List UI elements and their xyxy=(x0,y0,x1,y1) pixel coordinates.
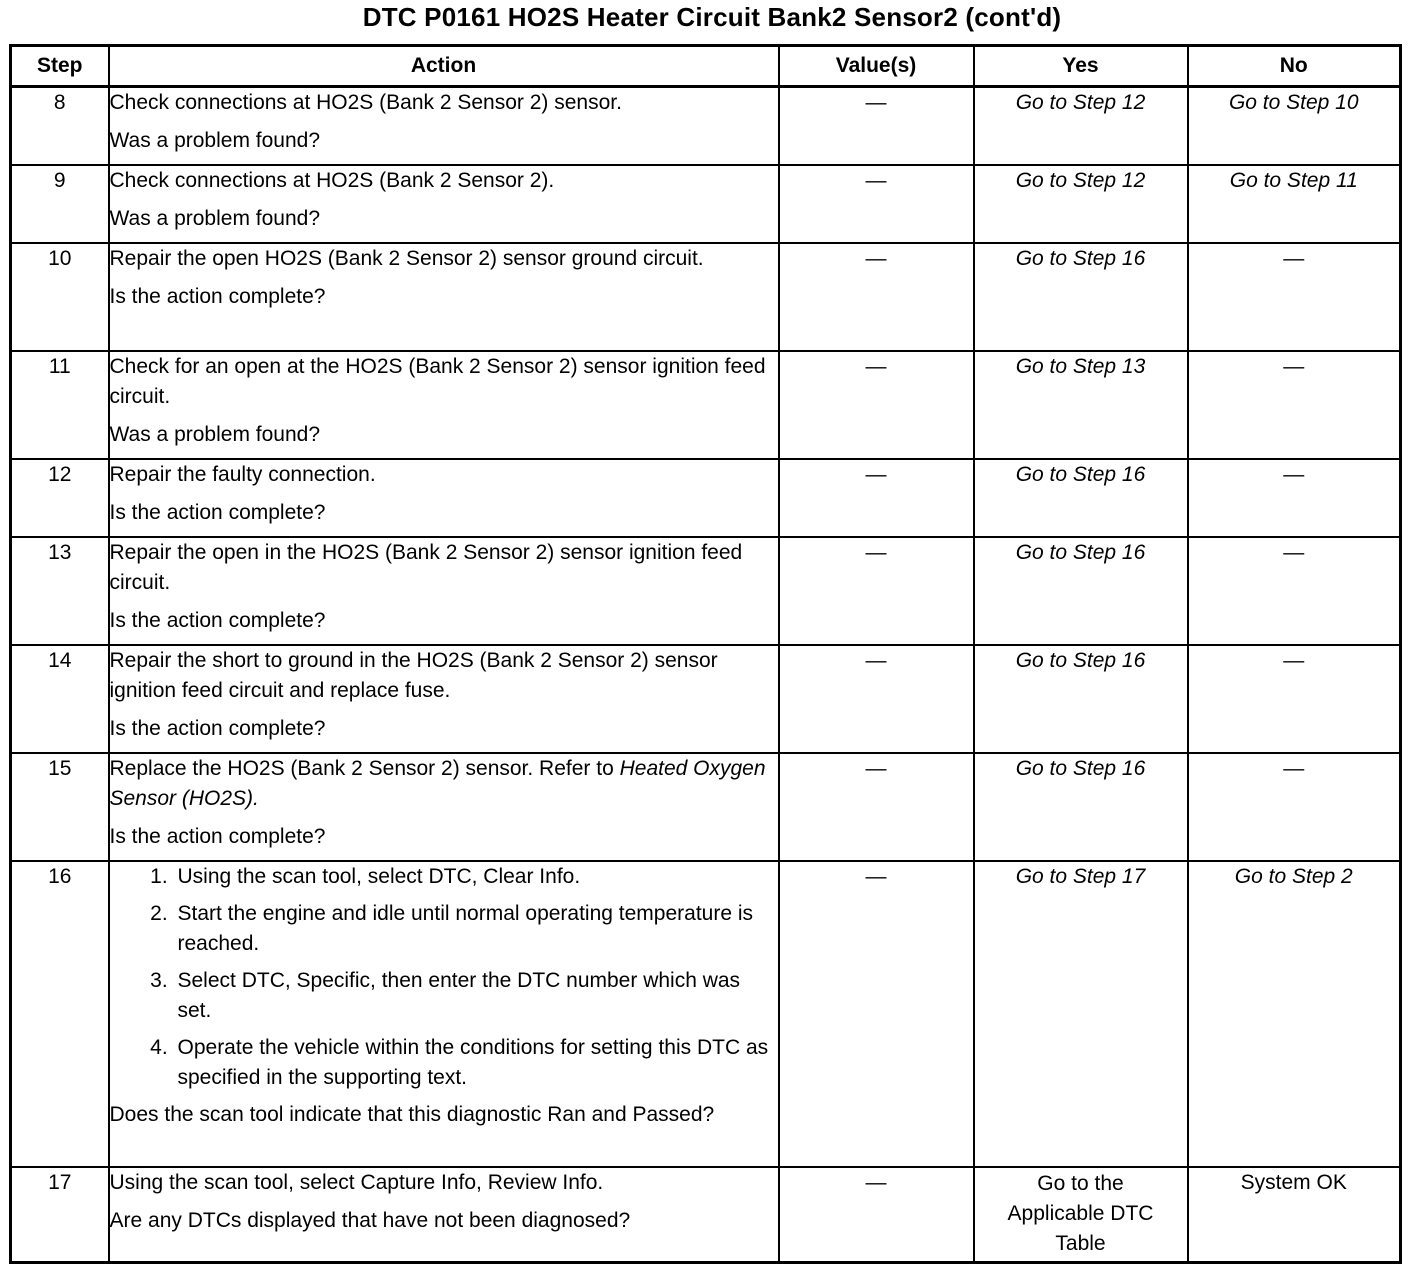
yes-cell: Go to Step 12 xyxy=(974,87,1188,165)
diagnostic-table xyxy=(9,44,1402,1264)
step-number: 9 xyxy=(11,165,109,243)
action-cell xyxy=(109,861,779,1167)
yes-cell: Go to Step 17 xyxy=(974,861,1188,1167)
header-value: Value(s) xyxy=(779,46,974,87)
value-cell: — xyxy=(779,459,974,537)
table-row xyxy=(11,165,1401,243)
header-no: No xyxy=(1188,46,1401,87)
action-cell xyxy=(109,243,779,351)
yes-cell: Go to Step 12 xyxy=(974,165,1188,243)
table-row xyxy=(11,351,1401,459)
substep-item: 3. Select DTC, Specific, then enter the DTC number which was set. xyxy=(174,966,778,1026)
substep-item: 1. Using the scan tool, select DTC, Clear Info. xyxy=(174,862,778,892)
step-number: 15 xyxy=(11,753,109,861)
table-row xyxy=(11,645,1401,753)
header-action: Action xyxy=(109,46,779,87)
no-cell: — xyxy=(1188,459,1401,537)
step-number: 10 xyxy=(11,243,109,351)
value-cell: — xyxy=(779,165,974,243)
yes-cell: Go to Step 13 xyxy=(974,351,1188,459)
action-question: Was a problem found? xyxy=(109,129,321,152)
no-cell: — xyxy=(1188,243,1401,351)
value-cell: — xyxy=(779,1167,974,1263)
action-question: Is the action complete? xyxy=(109,608,326,632)
substep-item: 2. Start the engine and idle until normal operating temperature is reached. xyxy=(174,899,778,959)
action-cell xyxy=(109,351,779,459)
step-number: 13 xyxy=(11,537,109,645)
value-cell: — xyxy=(779,645,974,753)
action-cell xyxy=(109,165,779,243)
action-question: Is the action complete? xyxy=(109,500,326,524)
action-question: Are any DTCs displayed that have not been diagnosed? xyxy=(109,1208,631,1232)
action-text: Check for an open at the HO2S (Bank 2 Sensor 2) sensor ignition feed circuit. xyxy=(109,354,766,408)
action-cell xyxy=(109,645,779,753)
substep-list xyxy=(110,862,778,1093)
table-row xyxy=(11,1167,1401,1263)
value-cell: — xyxy=(779,351,974,459)
table-row xyxy=(11,87,1401,165)
table-row xyxy=(11,861,1401,1167)
action-cell xyxy=(109,753,779,861)
action-question: Was a problem found? xyxy=(109,206,321,230)
table-row xyxy=(11,243,1401,351)
yes-cell: Go to Step 16 xyxy=(974,243,1188,351)
value-cell: — xyxy=(779,537,974,645)
table-header-row xyxy=(11,46,1401,87)
header-yes: Yes xyxy=(974,46,1188,87)
action-text: Check connections at HO2S (Bank 2 Sensor 2). xyxy=(109,168,555,192)
step-number: 12 xyxy=(11,459,109,537)
no-cell: Go to Step 10 xyxy=(1188,87,1401,165)
action-question: Does the scan tool indicate that this diagnostic Ran and Passed? xyxy=(109,1102,715,1126)
action-text-main: Replace the HO2S (Bank 2 Sensor 2) sensor. Refer to xyxy=(109,756,614,780)
no-cell: System OK xyxy=(1188,1167,1401,1263)
value-cell: — xyxy=(779,861,974,1167)
value-cell: — xyxy=(779,753,974,861)
action-text: Repair the faulty connection. xyxy=(109,462,376,486)
action-text: Repair the open in the HO2S (Bank 2 Sensor 2) sensor ignition feed circuit. xyxy=(109,540,743,594)
reference-link[interactable]: Heated Oxygen Sensor (HO2S). xyxy=(109,756,766,810)
yes-cell: Go to Step 16 xyxy=(974,459,1188,537)
yes-cell: Go to Step 16 xyxy=(974,753,1188,861)
action-cell xyxy=(109,1167,779,1263)
table-row xyxy=(11,537,1401,645)
yes-cell: Go to the Applicable DTC Table xyxy=(974,1167,1188,1263)
no-cell: Go to Step 2 xyxy=(1188,861,1401,1167)
no-cell: — xyxy=(1188,645,1401,753)
action-cell xyxy=(109,87,779,165)
step-number: 17 xyxy=(11,1167,109,1263)
action-cell xyxy=(109,537,779,645)
step-number: 16 xyxy=(11,861,109,1167)
no-cell: — xyxy=(1188,351,1401,459)
table-row xyxy=(11,459,1401,537)
action-text: Repair the short to ground in the HO2S (Bank 2 Sensor 2) sensor ignition feed circuit and replace fuse. xyxy=(109,648,718,702)
table-row xyxy=(11,753,1401,861)
no-cell: — xyxy=(1188,537,1401,645)
yes-cell: Go to Step 16 xyxy=(974,645,1188,753)
value-cell: — xyxy=(779,243,974,351)
action-question: Is the action complete? xyxy=(109,824,326,848)
step-number: 14 xyxy=(11,645,109,753)
no-cell: — xyxy=(1188,753,1401,861)
substep-item: 4. Operate the vehicle within the conditions for setting this DTC as specified in the supporting text. xyxy=(174,1033,778,1093)
no-cell: Go to Step 11 xyxy=(1188,165,1401,243)
action-text: Check connections at HO2S (Bank 2 Sensor 2) sensor. xyxy=(109,91,622,114)
page-title: DTC P0161 HO2S Heater Circuit Bank2 Sensor2 (cont'd) xyxy=(362,2,1062,32)
action-cell xyxy=(109,459,779,537)
action-question: Is the action complete? xyxy=(109,284,326,308)
step-number: 8 xyxy=(11,87,109,165)
action-question: Is the action complete? xyxy=(109,716,326,740)
header-step: Step xyxy=(11,46,109,87)
action-text xyxy=(110,754,778,814)
action-text: Repair the open HO2S (Bank 2 Sensor 2) sensor ground circuit. xyxy=(109,246,704,270)
step-number: 11 xyxy=(11,351,109,459)
yes-cell: Go to Step 16 xyxy=(974,537,1188,645)
action-text: Using the scan tool, select Capture Info, Review Info. xyxy=(109,1170,604,1194)
action-question: Was a problem found? xyxy=(109,422,321,446)
value-cell: — xyxy=(779,87,974,165)
